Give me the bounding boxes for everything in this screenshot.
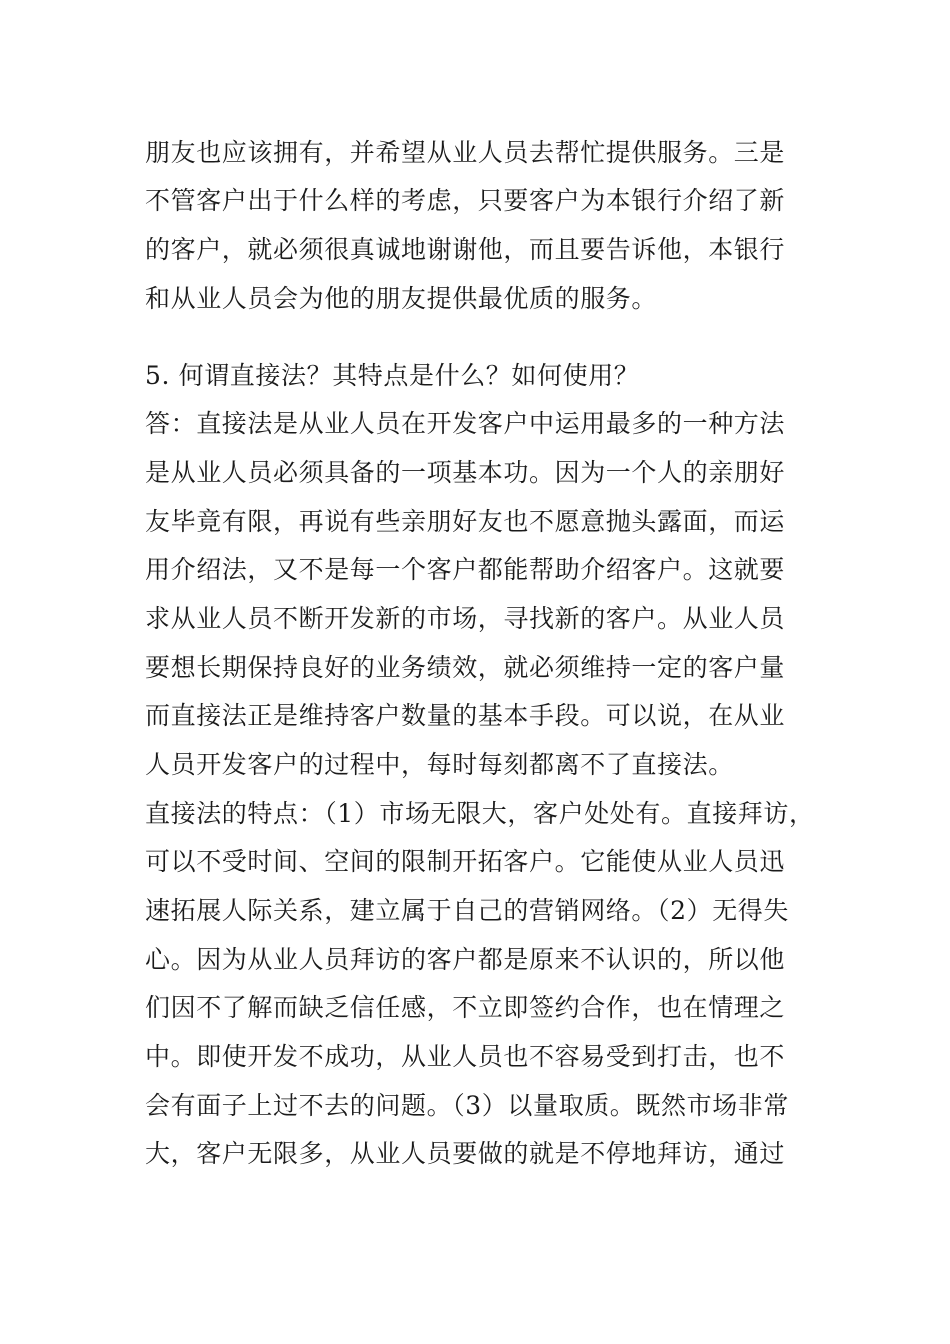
features-line: 大，客户无限多，从业人员要做的就是不停地拜访，通过	[145, 1139, 786, 1168]
features-line: 心。因为从业人员拜访的客户都是原来不认识的，所以他	[145, 945, 786, 974]
features-line: 中。即使开发不成功，从业人员也不容易受到打击，也不	[145, 1042, 786, 1071]
answer-line: 要想长期保持良好的业务绩效，就必须维持一定的客户量	[145, 653, 786, 682]
answer-line: 用介绍法，又不是每一个客户都能帮助介绍客户。这就要	[145, 555, 786, 584]
paragraph-line: 朋友也应该拥有，并希望从业人员去帮忙提供服务。三是	[145, 138, 786, 167]
answer-line: 人员开发客户的过程中，每时每刻都离不了直接法。	[145, 750, 734, 779]
paragraph-line: 的客户，就必须很真诚地谢谢他，而且要告诉他，本银行	[145, 235, 786, 264]
features-line: 们因不了解而缺乏信任感，不立即签约合作，也在情理之	[145, 993, 786, 1022]
features-line: 会有面子上过不去的问题。（3）以量取质。既然市场非常	[145, 1091, 790, 1120]
answer-line: 求从业人员不断开发新的市场，寻找新的客户。从业人员	[145, 604, 786, 633]
answer-line: 答：直接法是从业人员在开发客户中运用最多的一种方法	[145, 409, 786, 438]
features-line: 速拓展人际关系，建立属于自己的营销网络。（2）无得失	[145, 896, 790, 925]
answer-line: 是从业人员必须具备的一项基本功。因为一个人的亲朋好	[145, 458, 786, 487]
paragraph-line: 不管客户出于什么样的考虑，只要客户为本银行介绍了新	[145, 186, 786, 215]
paragraph-line: 和从业人员会为他的朋友提供最优质的服务。	[145, 284, 658, 313]
question-heading: 5. 何谓直接法？其特点是什么？如何使用？	[145, 361, 640, 390]
answer-line: 友毕竟有限，再说有些亲朋好友也不愿意抛头露面，而运	[145, 507, 786, 536]
answer-line: 而直接法正是维持客户数量的基本手段。可以说，在从业	[145, 701, 786, 730]
features-line: 直接法的特点：（1）市场无限大，客户处处有。直接拜访，	[145, 799, 815, 828]
features-line: 可以不受时间、空间的限制开拓客户。它能使从业人员迅	[145, 847, 786, 876]
